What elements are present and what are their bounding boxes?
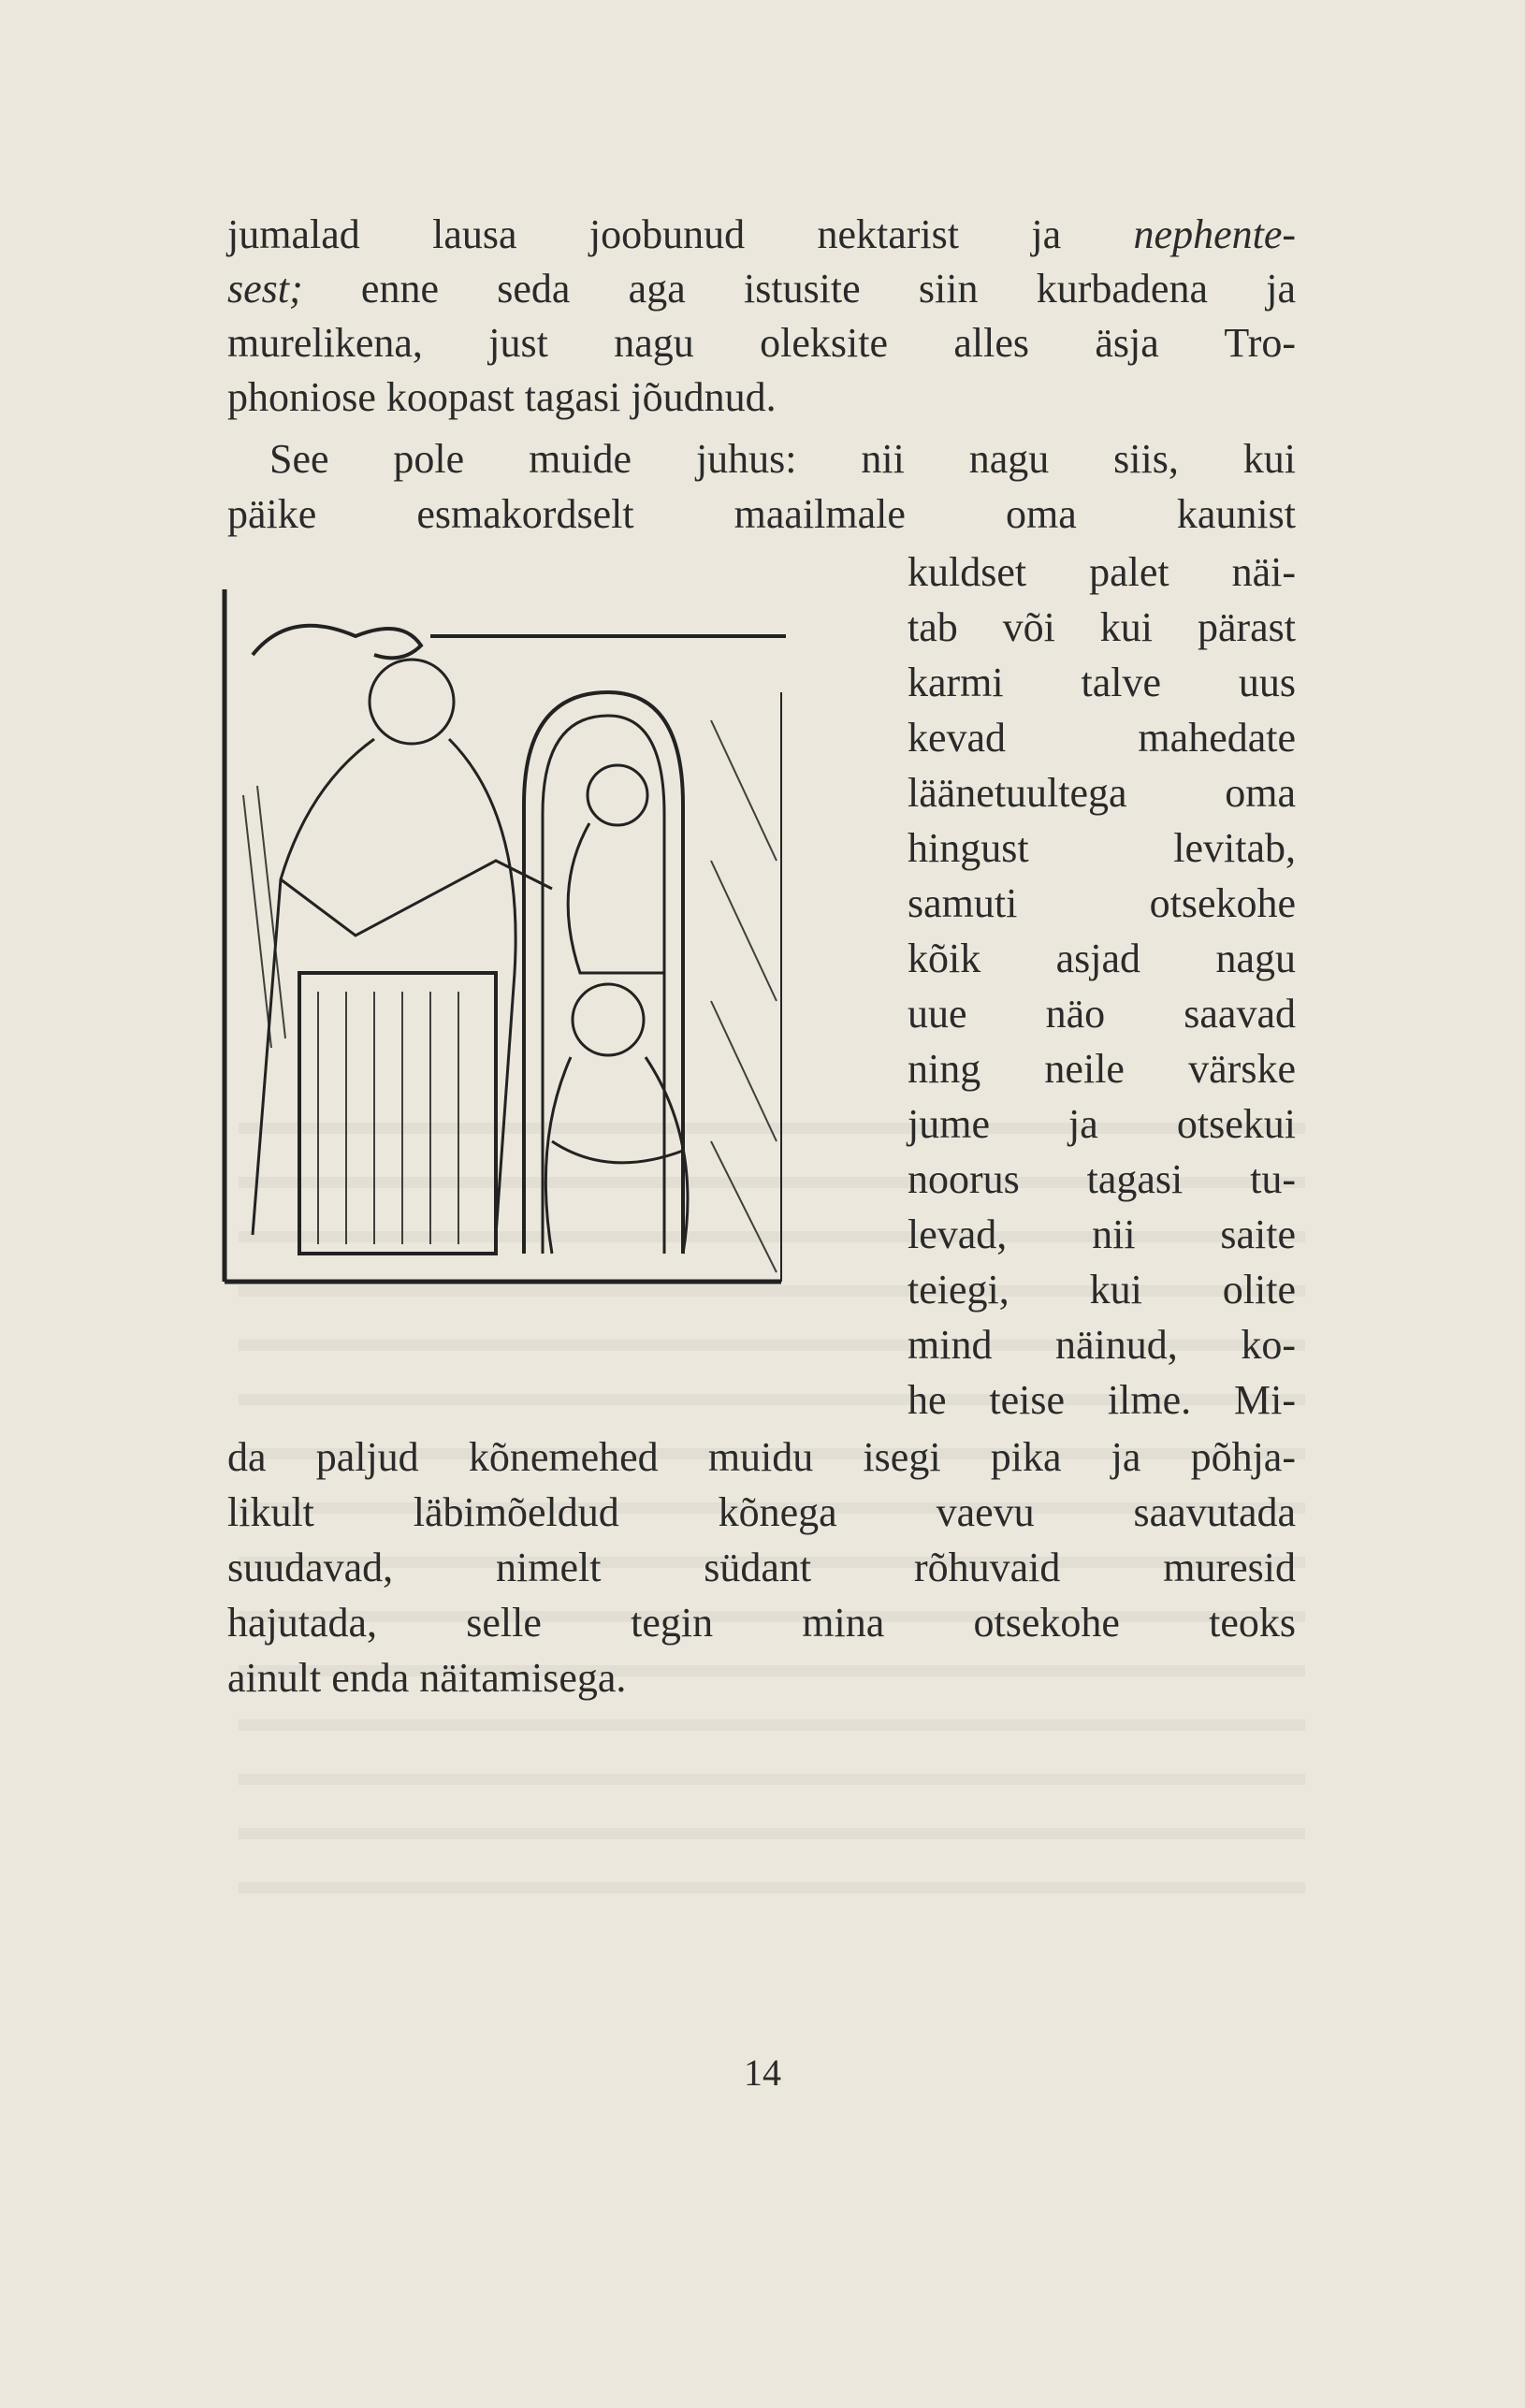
text-line: ning neile värske xyxy=(908,1046,1296,1092)
text-line: läänetuultega oma xyxy=(908,770,1296,816)
text-line: samuti otsekohe xyxy=(908,880,1296,926)
text-line: levad, nii saite xyxy=(908,1211,1296,1257)
text-line: likult läbimõeldud kõnega vaevu saavutada xyxy=(227,1489,1296,1535)
woodcut-illustration xyxy=(215,580,791,1296)
text-line: uue näo saavad xyxy=(908,991,1296,1037)
text-line: sest; enne seda aga istusite siin kurbadena ja xyxy=(227,266,1297,312)
text-line: he teise ilme. Mi- xyxy=(908,1377,1296,1423)
text-line: noorus tagasi tu- xyxy=(908,1156,1296,1202)
text-line: ainult enda näitamisega. xyxy=(227,1655,627,1701)
text-line: hingust levitab, xyxy=(908,825,1296,871)
text-line: teiegi, kui olite xyxy=(908,1267,1296,1313)
text-line: kevad mahedate xyxy=(908,715,1296,761)
page-number: 14 xyxy=(744,2052,781,2094)
text-line: mind näinud, ko- xyxy=(908,1322,1296,1368)
text-line: jumalad lausa joobunud nektarist ja nephente- xyxy=(227,211,1297,257)
text-line: tab või kui pärast xyxy=(908,604,1296,650)
text-line: päike esmakordselt maailmale oma kaunist xyxy=(227,491,1296,537)
text-line: da paljud kõnemehed muidu isegi pika ja põhja- xyxy=(227,1434,1296,1480)
text-line: suudavad, nimelt südant rõhuvaid muresid xyxy=(227,1545,1296,1590)
text-line: kõik asjad nagu xyxy=(908,936,1296,981)
text-line: jume ja otsekui xyxy=(908,1101,1296,1147)
text-line: See pole muide juhus: nii nagu siis, kui xyxy=(269,436,1296,482)
text-line: murelikena, just nagu oleksite alles äsja Tro- xyxy=(227,320,1296,366)
text-line: phoniose koopast tagasi jõudnud. xyxy=(227,374,777,420)
text-line: karmi talve uus xyxy=(908,660,1296,705)
text-line: kuldset palet näi- xyxy=(908,549,1296,595)
text-line: hajutada, selle tegin mina otsekohe teoks xyxy=(227,1600,1296,1646)
